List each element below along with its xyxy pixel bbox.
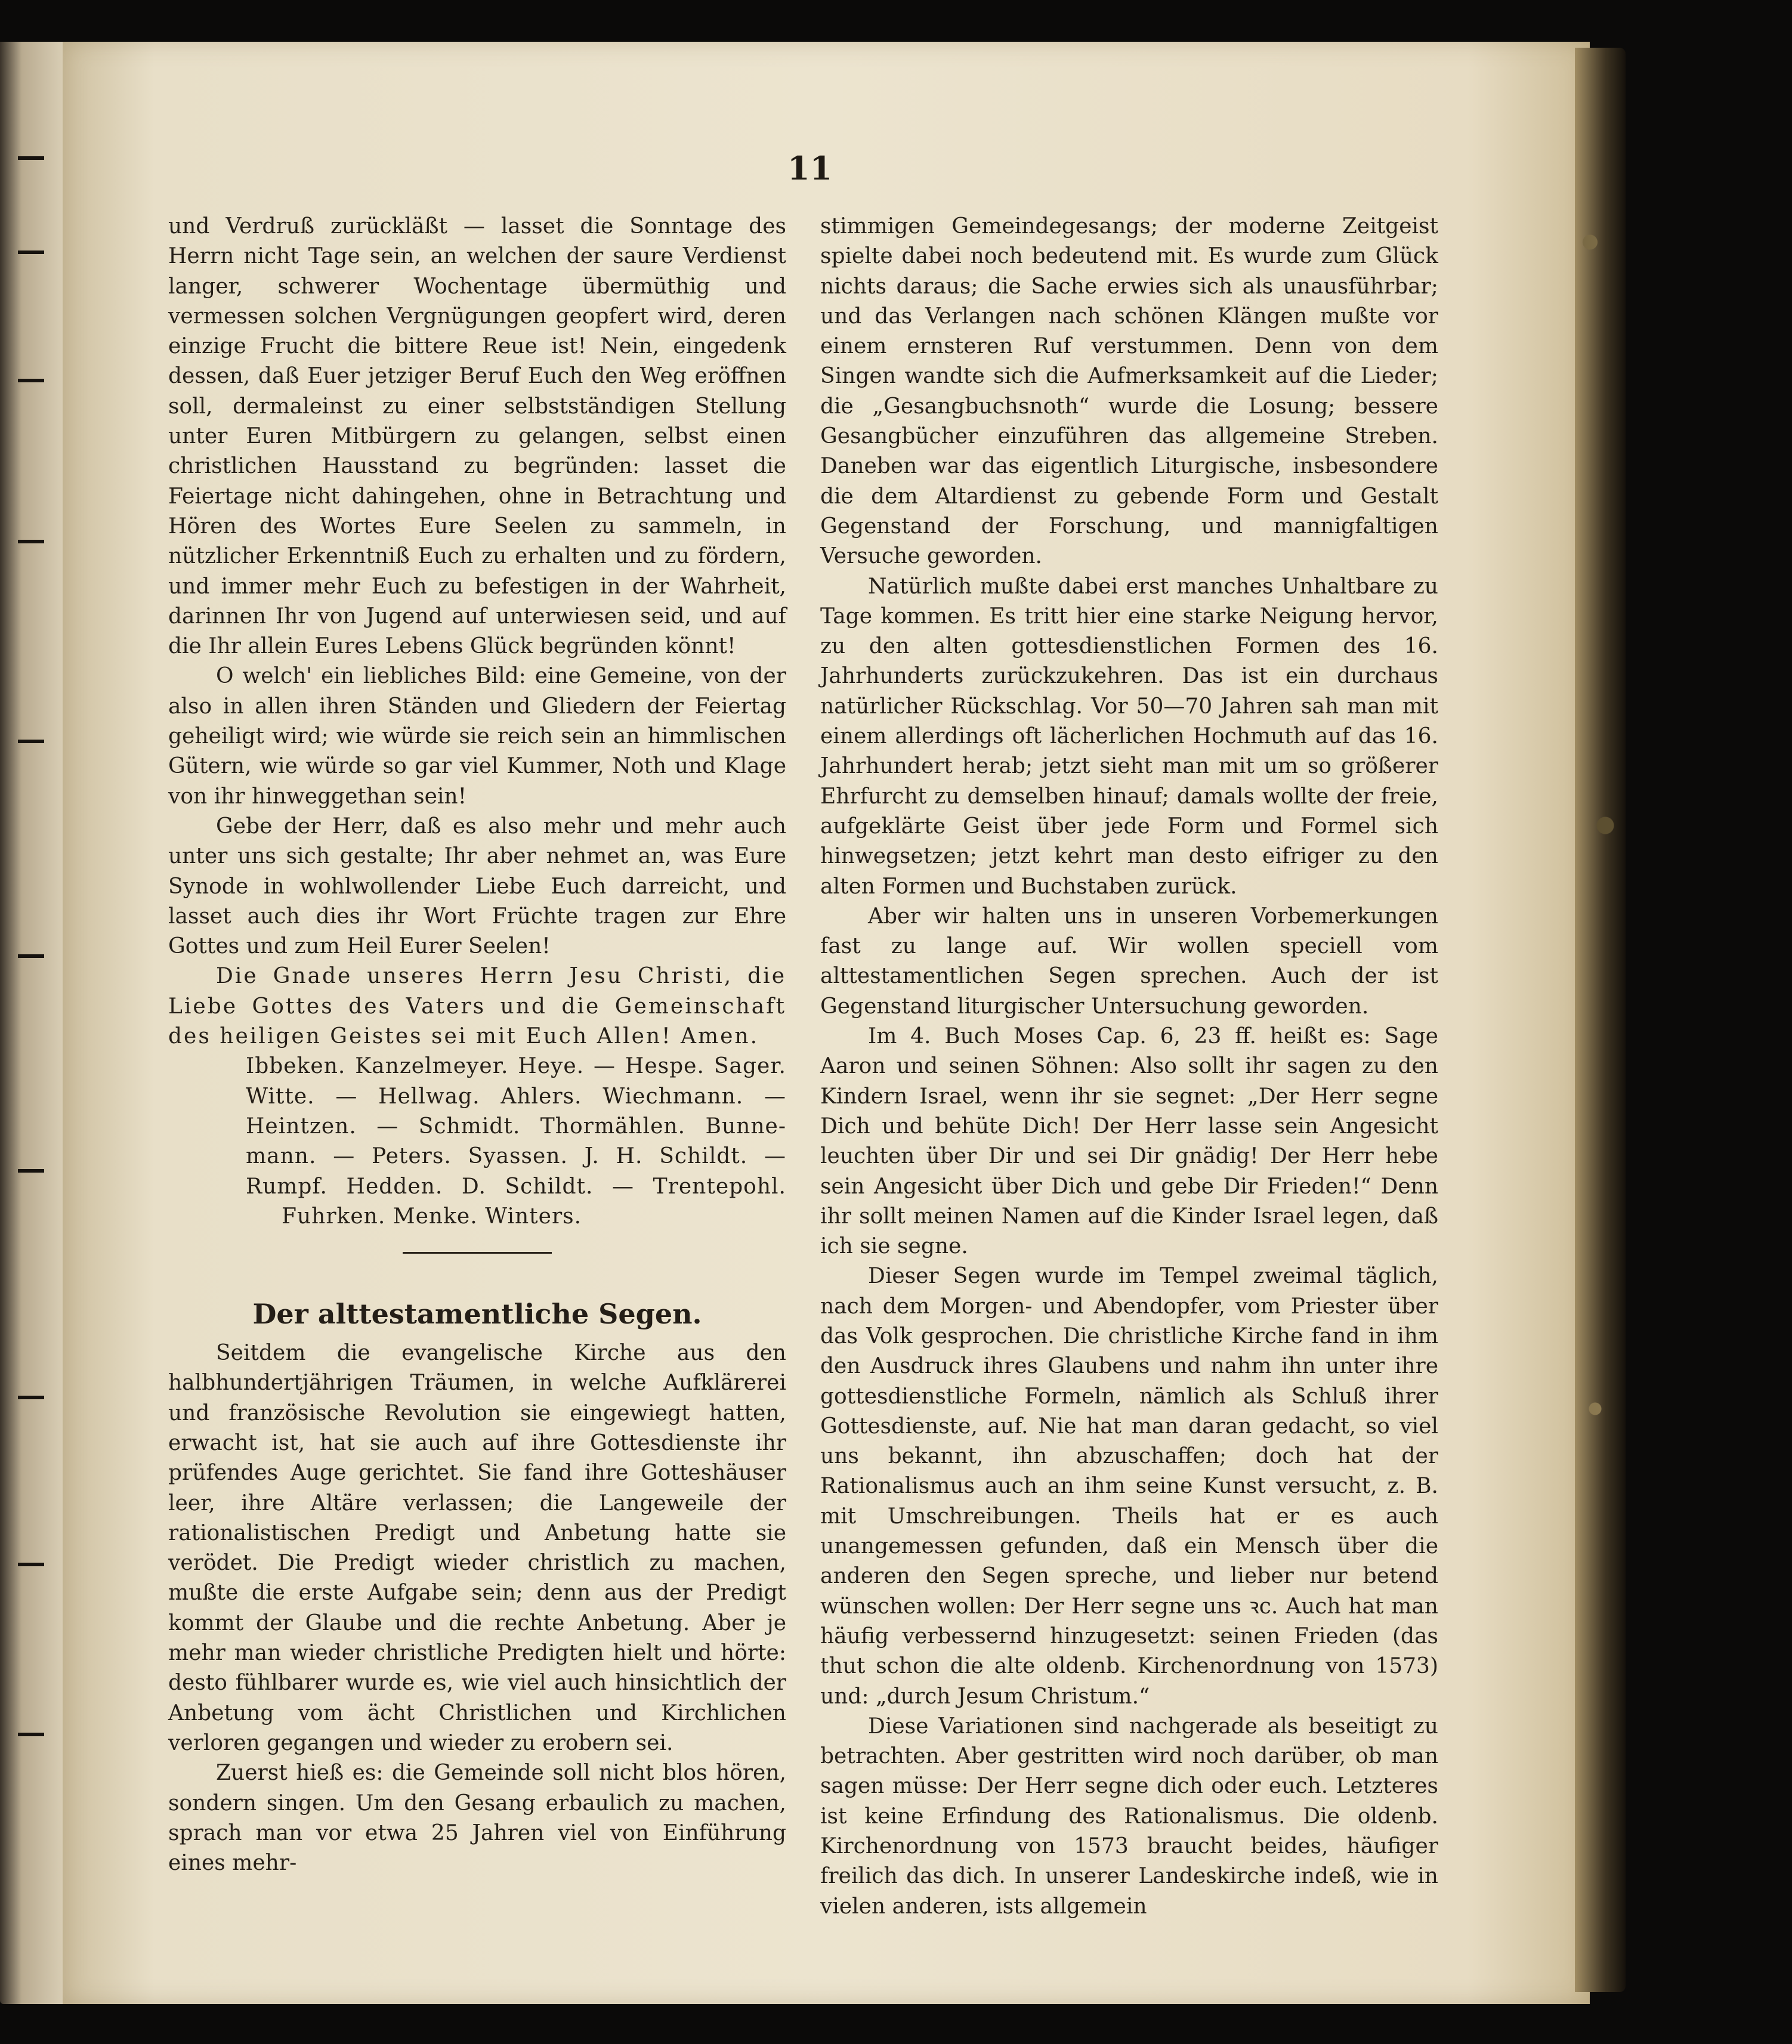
paragraph: Zuerst hieß es: die Gemeinde soll nicht blos hören, sondern singen. Um den Gesang erbaulich zu machen, sprach man vor etwa 25 Jahren viel von Einführung eines mehr-	[168, 1761, 786, 1876]
paragraph: stimmigen Gemeindegesangs; der moderne Zeitgeist spielte dabei noch bedeutend mit. Es wurde zum Glück nichts daraus; die Sache erwies sich als unausführbar; und das Verlangen nach schönen Klängen mußte vor einem ernsteren Ruf verstummen. Denn von dem Singen wandte sich die Aufmerksamkeit auf die Lieder; die „Gesangbuchsnoth“ wurde die Losung; bessere Gesangbücher einzuführen das allgemeine Streben. Daneben war das eigentlich Liturgische, insbesondere die dem Altardienst zu gebende Form und Gestalt Gegenstand der Forschung, und mannigfaltigen Versuche geworden.	[820, 214, 1438, 569]
signatory-line: Rumpf. Hedden. D. Schildt. — Trentepohl.	[246, 1174, 786, 1199]
page-number: 11	[787, 149, 833, 187]
binding-mark	[18, 251, 44, 254]
signatory-line: Heintzen. — Schmidt. Thormählen. Bunne-	[246, 1114, 786, 1139]
section-divider	[403, 1252, 552, 1254]
paragraph: Aber wir halten uns in unseren Vorbemerkungen fast zu lange auf. Wir wollen speciell vom alttestamentlichen Segen sprechen. Auch der ist Gegenstand liturgischer Untersuchung geworden.	[820, 904, 1438, 1019]
binding-mark	[18, 954, 44, 958]
paragraph: Diese Variationen sind nachgerade als beseitigt zu betrachten. Aber gestritten wird noch darüber, ob man sagen müsse: Der Herr segne dich oder euch. Letzteres ist keine Erfindung des Rationalismus. Die oldenb. Kirchenordnung von 1573 braucht beides, häufiger freilich das dich. In unserer Landeskirche indeß, wie in vielen anderen, ists allgemein	[820, 1714, 1438, 1919]
section-heading: Der alttestamentliche Segen.	[252, 1298, 702, 1331]
paragraph: Natürlich mußte dabei erst manches Unhaltbare zu Tage kommen. Es tritt hier eine starke Neigung hervor, zu den alten gottesdienstlichen Formen des 16. Jahrhunderts zurückzukehren. Das ist ein durchaus natürlicher Rückschlag. Vor 50—70 Jahren sah man mit einem allerdings oft lächerlichen Hochmuth auf das 16. Jahrhundert herab; jetzt sieht man mit um so größerer Ehrfurcht zu demselben hinauf; damals wollte der freie, aufgeklärte Geist über jede Form und Formel sich hinwegsetzen; jetzt kehrt man desto eifriger zu den alten Formen und Buchstaben zurück.	[820, 574, 1438, 899]
left-column	[168, 212, 786, 1878]
binding-mark	[18, 1396, 44, 1399]
signatories	[168, 1052, 786, 1232]
binding-mark	[18, 1563, 44, 1566]
right-column	[820, 212, 1438, 1922]
paragraph: O welch' ein liebliches Bild: eine Gemeine, von der also in allen ihren Ständen und Gliedern der Feiertag geheiligt wird; wie würde sie reich sein an himmlischen Gütern, wie würde so gar viel Kummer, Noth und Klage von ihr hinweggethan sein!	[168, 664, 786, 809]
paragraph: Seitdem die evangelische Kirche aus den halbhundertjährigen Träumen, in welche Aufklärerei und französische Revolution sie eingewiegt hatten, erwacht ist, hat sie auch auf ihre Gottesdienste ihr prüfendes Auge gerichtet. Sie fand ihre Gotteshäuser leer, ihre Altäre verlassen; die Langeweile der rationalistischen Predigt und Anbetung hatte sie verödet. Die Predigt wieder christlich zu machen, mußte die erste Aufgabe sein; denn aus der Predigt kommt der Glaube und die rechte Anbetung. Aber je mehr man wieder christliche Predigten hielt und hörte: desto fühlbarer wurde es, wie viel auch hinsichtlich der Anbetung vom ächt Christlichen und Kirchlichen verloren gegangen und wieder zu erobern sei.	[168, 1341, 786, 1755]
facing-page-edge	[0, 42, 63, 2004]
paragraph: und Verdruß zurückläßt — lasset die Sonntage des Herrn nicht Tage sein, an welchen der saure Verdienst langer, schwerer Wochentage übermüthig und vermessen solchen Vergnügungen geopfert wird, deren einzige Frucht die bittere Reue ist! Nein, eingedenk dessen, daß Euer jetziger Beruf Euch den Weg eröffnen soll, dermaleinst zu einer selbstständigen Stellung unter Euren Mitbürgern zu gelangen, selbst einen christlichen Hausstand zu begründen: lasset die Feiertage nicht dahingehen, ohne in Betrachtung und Hören des Wortes Eure Seelen zu sammeln, in nützlicher Erkenntniß Euch zu erhalten und zu fördern, und immer mehr Euch zu befestigen in der Wahrheit, darinnen Ihr von Jugend auf unterwiesen seid, und auf die Ihr allein Eures Lebens Glück begründen könnt!	[168, 214, 786, 659]
binding-mark	[18, 156, 44, 160]
signatory-line: Fuhrken. Menke. Winters.	[282, 1204, 582, 1229]
paragraph: Im 4. Buch Moses Cap. 6, 23 ff. heißt es: Sage Aaron und seinen Söhnen: Also sollt ihr sagen zu den Kindern Israel, wenn ihr sie segnet: „Der Herr segne Dich und behüte Dich! Der Herr lasse sein Angesicht leuchten über Dir und sei Dir gnädig! Der Herr hebe sein Angesicht über Dich und gebe Dir Frieden!“ Denn ihr sollt meinen Namen auf die Kinder Israel legen, daß ich sie segne.	[820, 1024, 1438, 1259]
binding-mark	[18, 379, 44, 382]
paragraph: Dieser Segen wurde im Tempel zweimal täglich, nach dem Morgen- und Abendopfer, vom Priester über das Volk gesprochen. Die christliche Kirche fand in ihm den Ausdruck ihres Glaubens und nahm ihn unter ihre gottesdienstliche Formeln, nämlich als Schluß ihrer Gottesdienste, auf. Nie hat man daran gedacht, so viel uns bekannt, ihn abzuschaffen; doch hat der Rationalismus auch an ihm seine Kunst versucht, z. B. mit Umschreibungen. Theils hat er es auch unangemessen gefunden, daß ein Mensch über die anderen den Segen spreche, und lieber nur betend wünschen wollen: Der Herr segne uns ꝛc. Auch hat man häufig verbessernd hinzugesetzt: seinen Frieden (das thut schon die alte oldenb. Kirchenordnung von 1573) und: „durch Jesum Christum.“	[820, 1264, 1438, 1709]
benediction: Die Gnade unseres Herrn Jesu Christi, die Liebe Gottes des Vaters und die Gemeinschaft des heiligen Geistes sei mit Euch Allen! Amen.	[168, 964, 786, 1049]
binding-mark	[18, 740, 44, 743]
binding-mark	[18, 540, 44, 543]
signatory-line: Ibbeken. Kanzelmeyer. Heye. — Hespe. Sager.	[246, 1054, 786, 1079]
paragraph: Gebe der Herr, daß es also mehr und mehr auch unter uns sich gestalte; Ihr aber nehmet an, was Eure Synode in wohlwollender Liebe Euch darreicht, und lasset auch dies ihr Wort Früchte tragen zur Ehre Gottes und zum Heil Eurer Seelen!	[168, 814, 786, 959]
binding-mark	[18, 1733, 44, 1736]
book-spine	[1575, 48, 1626, 1992]
binding-mark	[18, 1169, 44, 1173]
signatory-line: Witte. — Hellwag. Ahlers. Wiechmann. —	[246, 1084, 786, 1109]
signatory-line: mann. — Peters. Syassen. J. H. Schildt. —	[246, 1144, 786, 1169]
